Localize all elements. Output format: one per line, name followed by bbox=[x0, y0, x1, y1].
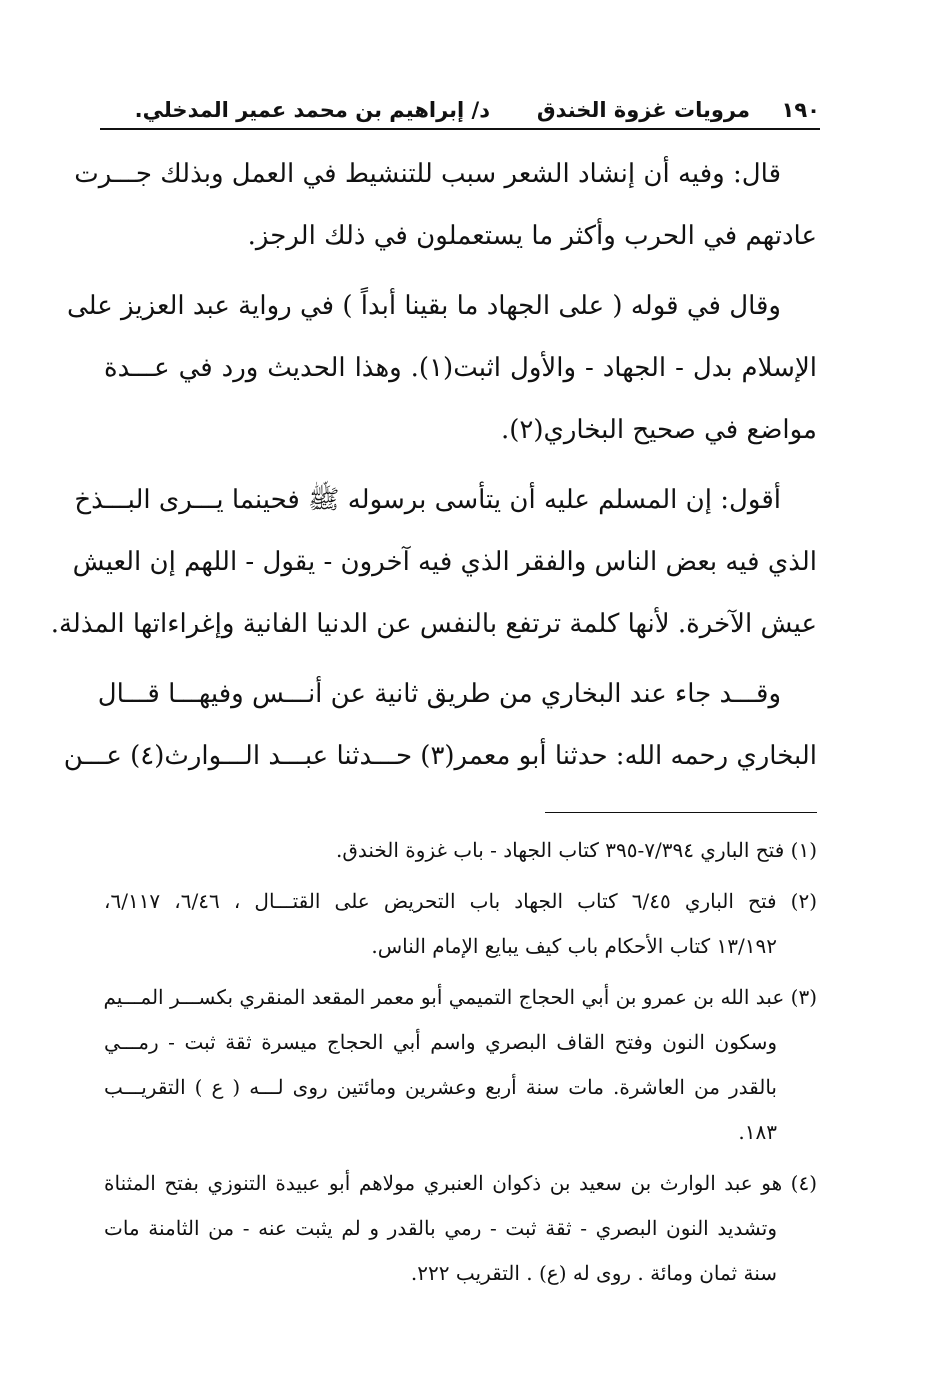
author-name: د/ إبراهيم بن محمد عمير المدخلي. bbox=[134, 98, 490, 122]
text-line: مواضع في صحيح البخاري(٢). bbox=[500, 415, 817, 445]
footnote-line: بالقدر من العاشرة. مات سنة أربع وعشرين ومائتين روى لـــه ( ع ) التقريـــب bbox=[104, 1075, 777, 1099]
text-line: عيش الآخرة. لأنها كلمة ترتفع بالنفس عن الدنيا الفانية وإغراءاتها المذلة. bbox=[50, 609, 817, 639]
book-title: مرويات غزوة الخندق bbox=[536, 98, 750, 122]
text-line: وقال في قوله ( على الجهاد ما بقينا أبداً ) في رواية عبد العزيز على bbox=[66, 291, 781, 321]
footnote bbox=[104, 828, 817, 873]
main-text bbox=[50, 143, 817, 795]
text-line: الإسلام بدل - الجهاد - والأول اثبت(١). وهذا الحديث ورد في عـــدة bbox=[104, 353, 817, 383]
footnote bbox=[104, 879, 817, 969]
paragraph bbox=[50, 469, 817, 655]
footnote-line: وتشديد النون البصري - ثقة ثبت - رمي بالقدر و لم يثبت عنه - من الثامنة مات bbox=[104, 1216, 777, 1240]
footnote bbox=[104, 1161, 817, 1296]
text-line: أقول: إن المسلم عليه أن يتأسى برسوله ﷺ فحينما يـــرى البـــذخ bbox=[74, 485, 781, 515]
text-line: عادتهم في الحرب وأكثر ما يستعملون في ذلك الرجز. bbox=[247, 221, 817, 251]
footnote-line: (٤) هو عبد الوارث بن سعيد بن ذكوان العنبري مولاهم أبو عبيدة التنوزي بفتح المثناة bbox=[104, 1171, 817, 1195]
running-header bbox=[100, 92, 820, 130]
paragraph bbox=[63, 663, 817, 787]
footnote-line: (١) فتح الباري ٧/٣٩٤-٣٩٥ كتاب الجهاد - باب غزوة الخندق. bbox=[335, 838, 817, 862]
footnote bbox=[104, 975, 817, 1155]
text-line: قال: وفيه أن إنشاد الشعر سبب للتنشيط في العمل وبذلك جـــرت bbox=[74, 159, 781, 189]
footnote-separator bbox=[545, 812, 817, 813]
text-line: وقـــد جاء عند البخاري من طريق ثانية عن أنـــس وفيهـــا قـــال bbox=[97, 679, 781, 709]
page-number: ١٩٠ bbox=[781, 98, 820, 122]
paragraph bbox=[66, 275, 817, 461]
paragraph bbox=[74, 143, 817, 267]
footnotes bbox=[104, 828, 817, 1302]
footnote-line: (٣) عبد الله بن عمرو بن أبي الحجاج التميمي أبو معمر المقعد المنقري بكســـر المـــيم bbox=[103, 985, 817, 1009]
text-line: البخاري رحمه الله: حدثنا أبو معمر(٣) حـــدثنا عبـــد الـــوارث(٤) عـــن bbox=[63, 741, 817, 771]
text-line: الذي فيه بعض الناس والفقر الذي فيه آخرون - يقول - اللهم إن العيش bbox=[72, 547, 817, 577]
footnote-line: (٢) فتح الباري ٦/٤٥ كتاب الجهاد باب التحريض على القتـــال ، ٦/٤٦، ٦/١١٧، bbox=[104, 889, 818, 913]
footnote-line: وسكون النون وفتح القاف البصري واسم أبي الحجاج ميسرة ثقة ثبت - رمـــي bbox=[104, 1030, 777, 1054]
footnote-line: ١٣/١٩٢ كتاب الأحكام باب كيف يبايع الإمام الناس. bbox=[371, 934, 777, 958]
footnote-line: سنة ثمان ومائة . روى له (ع) . التقريب ٢٢٢. bbox=[410, 1261, 777, 1285]
footnote-line: ١٨٣. bbox=[738, 1120, 777, 1144]
